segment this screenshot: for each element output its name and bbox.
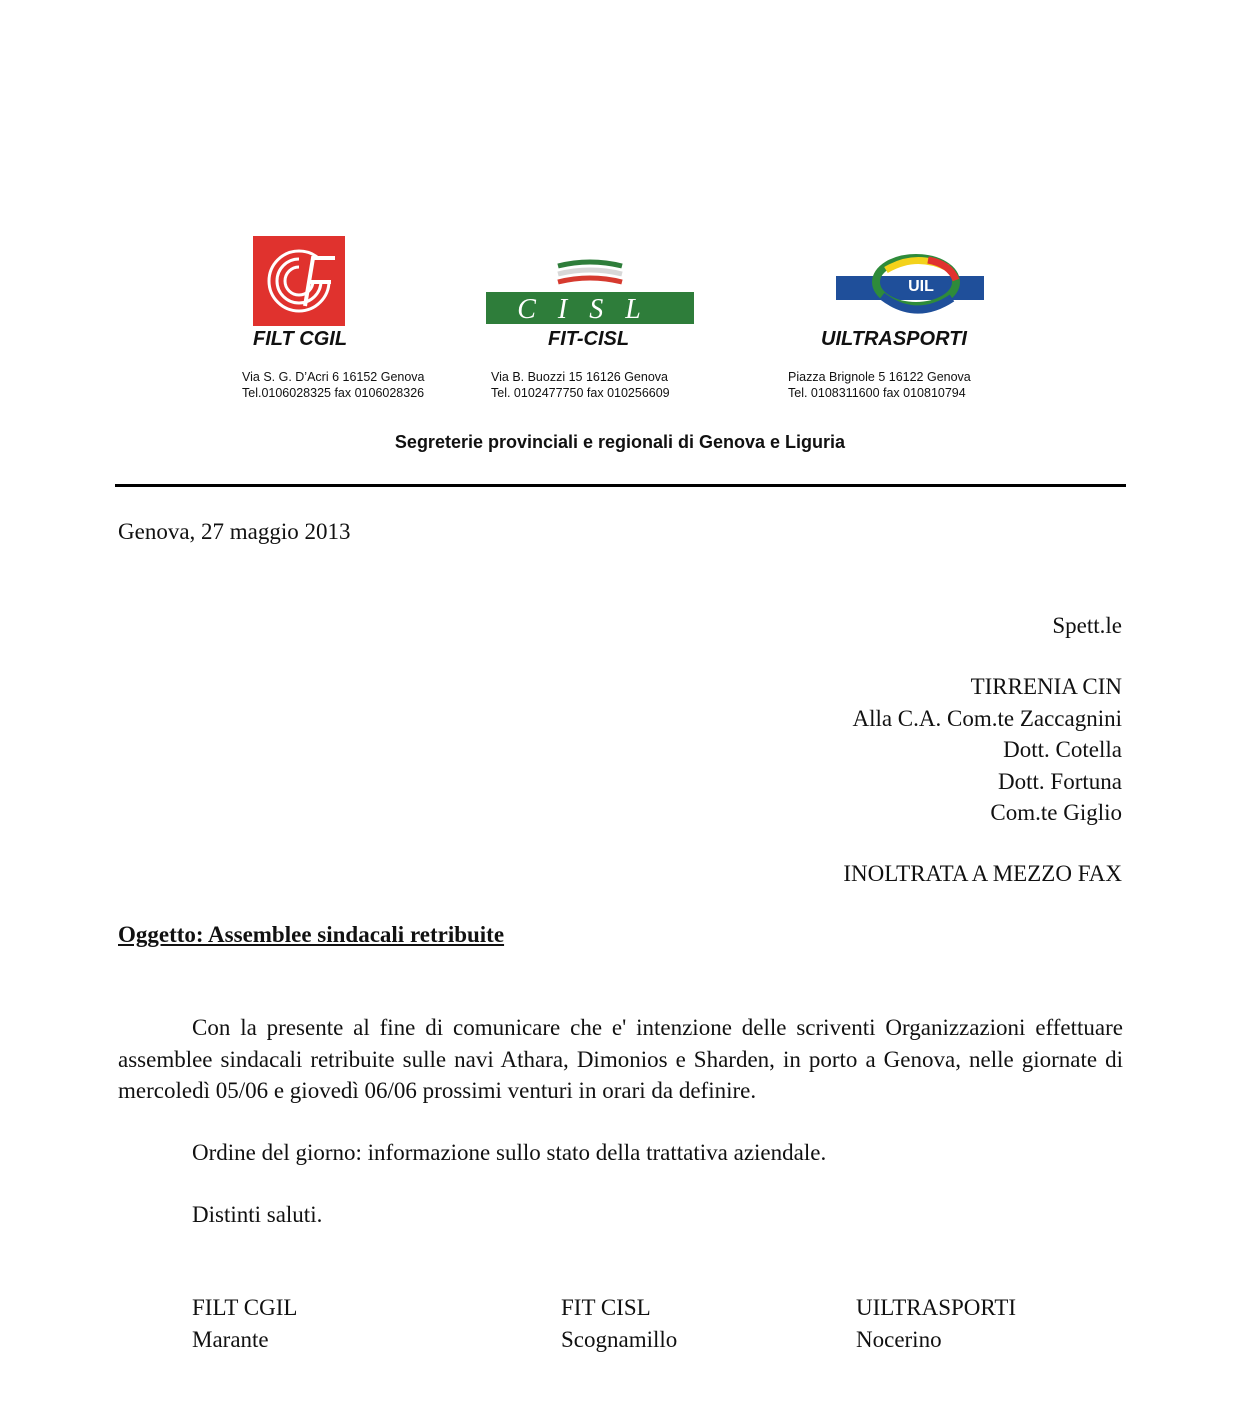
recipient-salutation: Spett.le <box>1052 613 1122 638</box>
recipient-line: Dott. Fortuna <box>998 768 1122 794</box>
signature-org: FILT CGIL <box>192 1295 298 1320</box>
address-line: Via S. G. D’Acri 6 16152 Genova <box>242 370 425 384</box>
filt-cgil-logo <box>253 236 345 326</box>
union-name-uiltrasporti: UILTRASPORTI <box>821 328 967 350</box>
uil-logo-text: UIL <box>908 278 934 295</box>
phone-line: Tel. 0102477750 fax 010256609 <box>491 386 670 400</box>
address-line: Via B. Buozzi 15 16126 Genova <box>491 370 668 384</box>
delivery-note: INOLTRATA A MEZZO FAX <box>843 861 1122 886</box>
signature-fit-cisl <box>561 1292 677 1355</box>
phone-line: Tel. 0108311600 fax 010810794 <box>788 386 966 400</box>
signature-name: Marante <box>192 1326 269 1352</box>
phone-line: Tel.0106028325 fax 0106028326 <box>242 386 425 400</box>
body-paragraph-1: Con la presente al fine di comunicare che e' intenzione delle scriventi Organizzazioni effettuare assemblee sindacali retribuite sulle navi Athara, Dimonios e Sharden, in porto a Genova, nelle giornate di mercoledì 05/06 e giovedì 06/06 prossimi venturi in orari da definire. <box>118 1015 1123 1103</box>
union-name-filt-cgil: FILT CGIL <box>253 328 348 350</box>
body-paragraph-2: Ordine del giorno: informazione sullo stato della trattativa aziendale. <box>192 1140 827 1165</box>
signature-name: Scognamillo <box>561 1326 678 1352</box>
date-line: Genova, 27 maggio 2013 <box>118 519 351 544</box>
address-block-uiltrasporti <box>788 369 971 401</box>
recipient-line: TIRRENIA CIN <box>970 674 1122 699</box>
closing-line: Distinti saluti. <box>192 1202 323 1227</box>
address-block-filt-cgil <box>242 369 425 401</box>
recipient-line: Com.te Giglio <box>990 800 1122 825</box>
address-line: Piazza Brignole 5 16122 Genova <box>788 370 971 384</box>
signature-uiltrasporti <box>856 1292 1016 1355</box>
signature-name: Nocerino <box>856 1326 942 1352</box>
subject-line: Oggetto: Assemblee sindacali retribuite <box>118 922 505 947</box>
recipient-address-block <box>852 671 1122 829</box>
signature-org: FIT CISL <box>561 1295 651 1320</box>
signature-org: UILTRASPORTI <box>856 1295 1017 1320</box>
recipient-line: Dott. Cotella <box>1003 737 1122 762</box>
union-name-fit-cisl: FIT-CISL <box>548 328 630 350</box>
header-subtitle: Segreterie provinciali e regionali di Genova e Liguria <box>394 432 846 452</box>
header-divider <box>115 484 1126 487</box>
cisl-logo-text: CISL <box>517 294 663 325</box>
uiltrasporti-logo <box>836 246 986 324</box>
signature-filt-cgil <box>192 1292 297 1355</box>
address-block-fit-cisl <box>491 369 670 401</box>
recipient-line: Alla C.A. Com.te Zaccagnini <box>852 705 1122 731</box>
fit-cisl-logo <box>486 258 694 326</box>
